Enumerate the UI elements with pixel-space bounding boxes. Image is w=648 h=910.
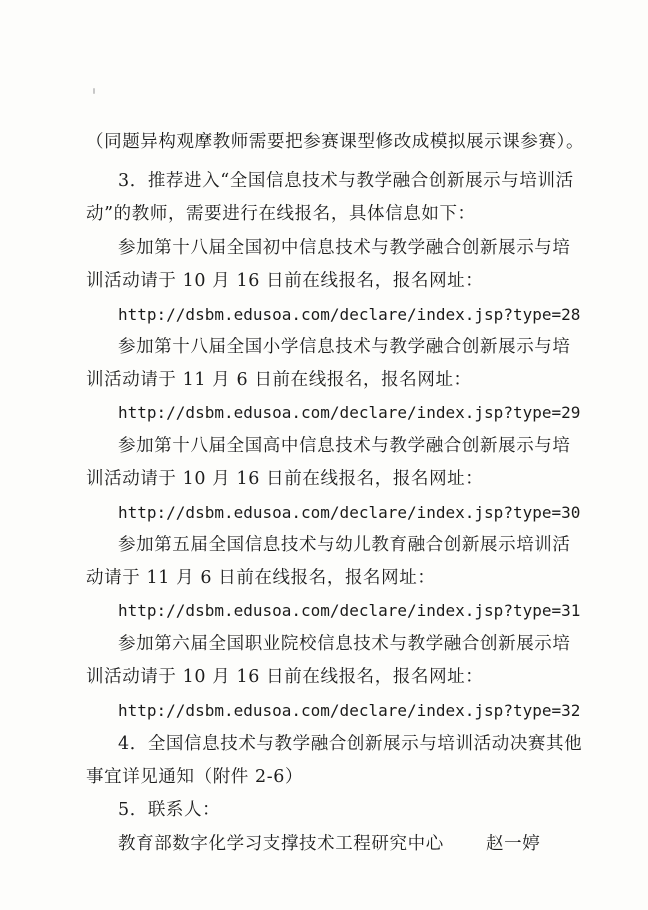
registration-url: http://dsbm.edusoa.com/declare/index.jsp?type=29: [118, 403, 581, 422]
registration-url: http://dsbm.edusoa.com/declare/index.jsp?type=31: [118, 601, 581, 620]
paragraph-line: 训活动请于 10 月 16 日前在线报名，报名网址：: [86, 469, 484, 489]
contact-person: 赵一婷: [486, 834, 541, 854]
paragraph-line: 4．全国信息技术与教学融合创新展示与培训活动决赛其他: [118, 734, 583, 754]
paragraph-line: 事宜详见通知（附件 2-6）: [86, 767, 304, 787]
paragraph-line: 训活动请于 10 月 16 日前在线报名，报名网址：: [86, 667, 484, 687]
registration-url: http://dsbm.edusoa.com/declare/index.jsp?type=30: [118, 503, 581, 522]
paragraph-line: 训活动请于 10 月 16 日前在线报名，报名网址：: [86, 271, 484, 291]
paragraph-line: 参加第十八届全国高中信息技术与教学融合创新展示与培: [118, 436, 571, 456]
contact-organization: 教育部数字化学习支撑技术工程研究中心: [118, 834, 444, 854]
paragraph-line: 参加第十八届全国小学信息技术与教学融合创新展示与培: [118, 337, 571, 357]
registration-url: http://dsbm.edusoa.com/declare/index.jsp?type=28: [118, 305, 581, 324]
paragraph-line: 动请于 11 月 6 日前在线报名，报名网址：: [86, 568, 436, 588]
paragraph-line: 参加第十八届全国初中信息技术与教学融合创新展示与培: [118, 238, 571, 258]
paragraph-line: （同题异构观摩教师需要把参赛课型修改成模拟展示课参赛）。: [86, 132, 585, 152]
scan-speck: [93, 88, 95, 94]
paragraph-line: 3．推荐进入“全国信息技术与教学融合创新展示与培训活: [118, 171, 574, 191]
section-heading: 5．联系人：: [118, 800, 221, 820]
paragraph-line: 参加第五届全国信息技术与幼儿教育融合创新展示培训活: [118, 535, 571, 555]
paragraph-line: 动”的教师，需要进行在线报名，具体信息如下：: [86, 204, 476, 224]
paragraph-line: 参加第六届全国职业院校信息技术与教学融合创新展示培: [118, 634, 571, 654]
paragraph-line: 训活动请于 11 月 6 日前在线报名，报名网址：: [86, 370, 472, 390]
registration-url: http://dsbm.edusoa.com/declare/index.jsp?type=32: [118, 701, 581, 720]
